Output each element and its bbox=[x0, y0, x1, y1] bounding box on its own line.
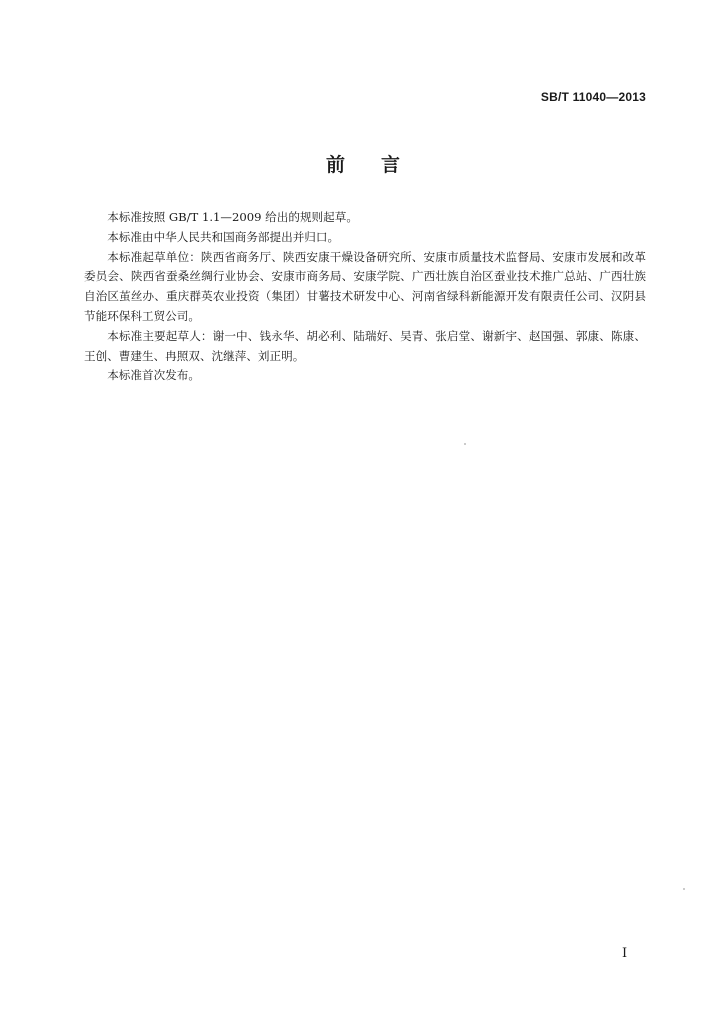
page-number: I bbox=[622, 946, 628, 961]
standard-code: SB/T 11040—2013 bbox=[540, 90, 646, 104]
paragraph-drafting-units: 本标准起草单位：陕西省商务厅、陕西安康干燥设备研究所、安康市质量技术监督局、安康市发展和改革委员会、陕西省蚕桑丝绸行业协会、安康市商务局、安康学院、广西壮族自治区蚕业技术推广总站、广西壮族自治区茧丝办、重庆群英农业投资（集团）甘薯技术研发中心、河南省绿科新能源开发有限责任公司、汉阴县节能环保科工贸公司。 bbox=[84, 249, 646, 323]
paragraph-first-release: 本标准首次发布。 bbox=[107, 368, 200, 383]
paragraph-proposer: 本标准由中华人民共和国商务部提出并归口。 bbox=[107, 229, 340, 244]
foreword-body bbox=[84, 208, 646, 386]
paragraph-drafting-rules: 本标准按照 GB/T 1.1—2009 给出的规则起草。 bbox=[107, 210, 358, 224]
page-title: 前言 bbox=[325, 154, 436, 176]
scan-speck bbox=[683, 888, 685, 890]
paragraph-drafters: 本标准主要起草人：谢一中、钱永华、胡必利、陆瑞好、吴青、张启堂、谢新宇、赵国强、郭康、陈康、王创、曹建生、冉照双、沈继萍、刘正明。 bbox=[84, 328, 646, 363]
scan-speck bbox=[464, 443, 466, 445]
